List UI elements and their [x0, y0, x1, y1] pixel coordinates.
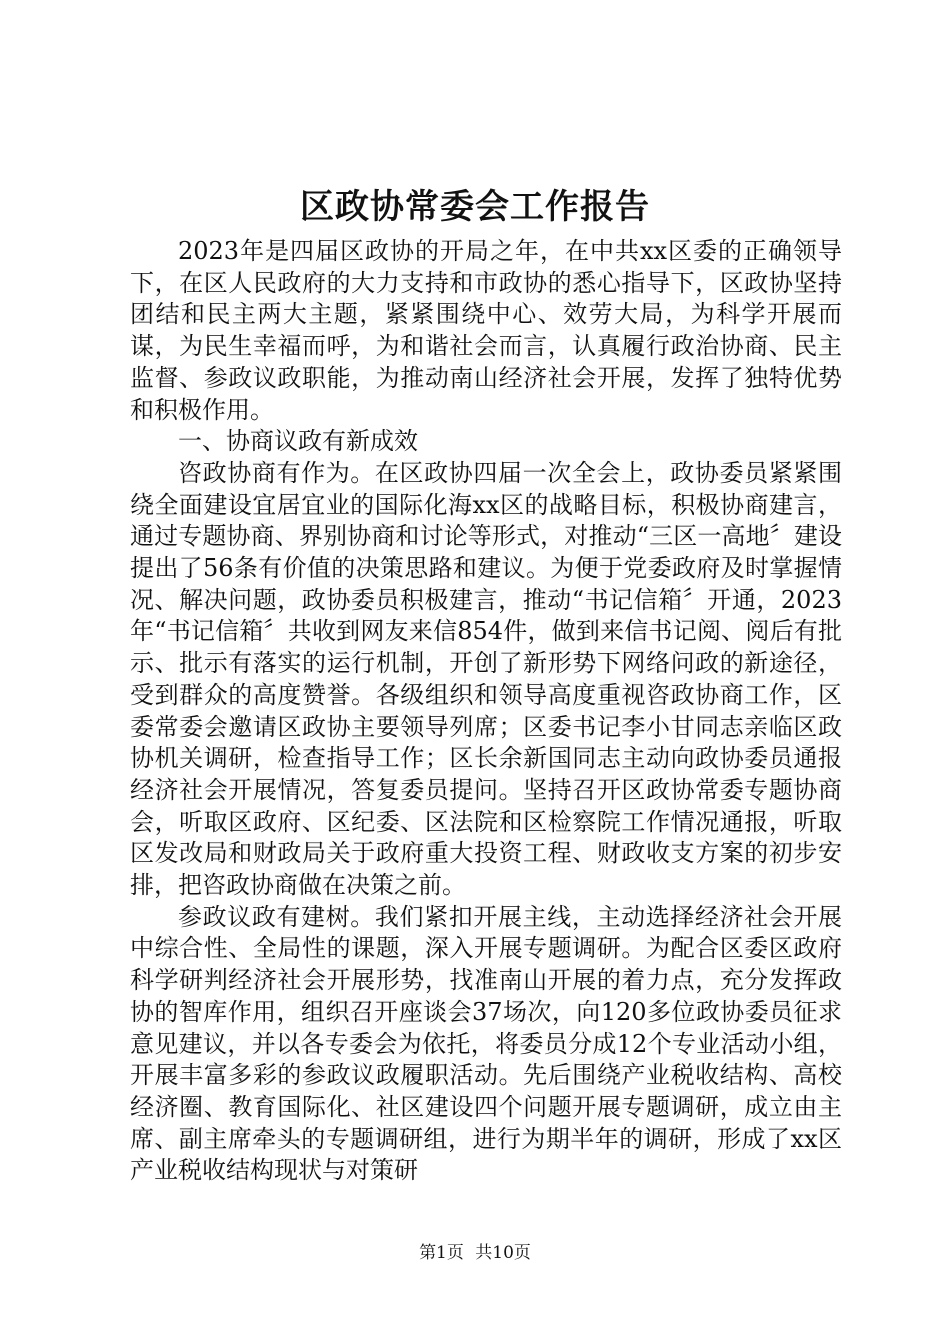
page-total: 共10页: [475, 1243, 531, 1263]
document-body: [130, 236, 842, 1187]
page-number: 第1页: [419, 1243, 464, 1263]
paragraph-participation: 参政议政有建树。我们紧扣开展主线，主动选择经济社会开展中综合性、全局性的课题，深入开展专题调研。为配合区委区政府科学研判经济社会开展形势，找准南山开展的着力点，充分发挥政协的智库作用，组织召开座谈会37场次，向120多位政协委员征求意见建议，并以各专委会为依托，将委员分成12个专业活动小组，开展丰富多彩的参政议政履职活动。先后围绕产业税收结构、高校经济圈、教育国际化、社区建设四个问题开展专题调研，成立由主席、副主席牵头的专题调研组，进行为期半年的调研，形成了xx区产业税收结构现状与对策研: [130, 902, 842, 1185]
paragraph-intro: 2023年是四届区政协的开局之年，在中共xx区委的正确领导下，在区人民政府的大力支持和市政协的悉心指导下，区政协坚持团结和民主两大主题，紧紧围绕中心、效劳大局，为科学开展而谋，为民生幸福而呼，为和谐社会而言，认真履行政治协商、民主监督、参政议政职能，为推动南山经济社会开展，发挥了独特优势和积极作用。: [130, 237, 842, 424]
section-heading: 一、协商议政有新成效: [178, 427, 418, 456]
page-footer: [0, 1242, 950, 1264]
document-title: 区政协常委会工作报告: [300, 187, 650, 227]
paragraph-consultation: 咨政协商有作为。在区政协四届一次全会上，政协委员紧紧围绕全面建设宜居宜业的国际化海xx区的战略目标，积极协商建言，通过专题协商、界别协商和讨论等形式，对推动“三区一高地〞建设提出了56条有价值的决策思路和建议。为便于党委政府及时掌握情况、解决问题，政协委员积极建言，推动“书记信箱〞开通，2023年“书记信箱〞共收到网友来信854件，做到来信书记阅、阅后有批示、批示有落实的运行机制，开创了新形势下网络问政的新途径，受到群众的高度赞誉。各级组织和领导高度重视咨政协商工作，区委常委会邀请区政协主要领导列席；区委书记李小甘同志亲临区政协机关调研，检查指导工作；区长余新国同志主动向政协委员通报经济社会开展情况，答复委员提问。坚持召开区政协常委专题协商会，听取区政府、区纪委、区法院和区检察院工作情况通报，听取区发改局和财政局关于政府重大投资工程、财政收支方案的初步安排，把咨政协商做在决策之前。: [130, 458, 842, 900]
